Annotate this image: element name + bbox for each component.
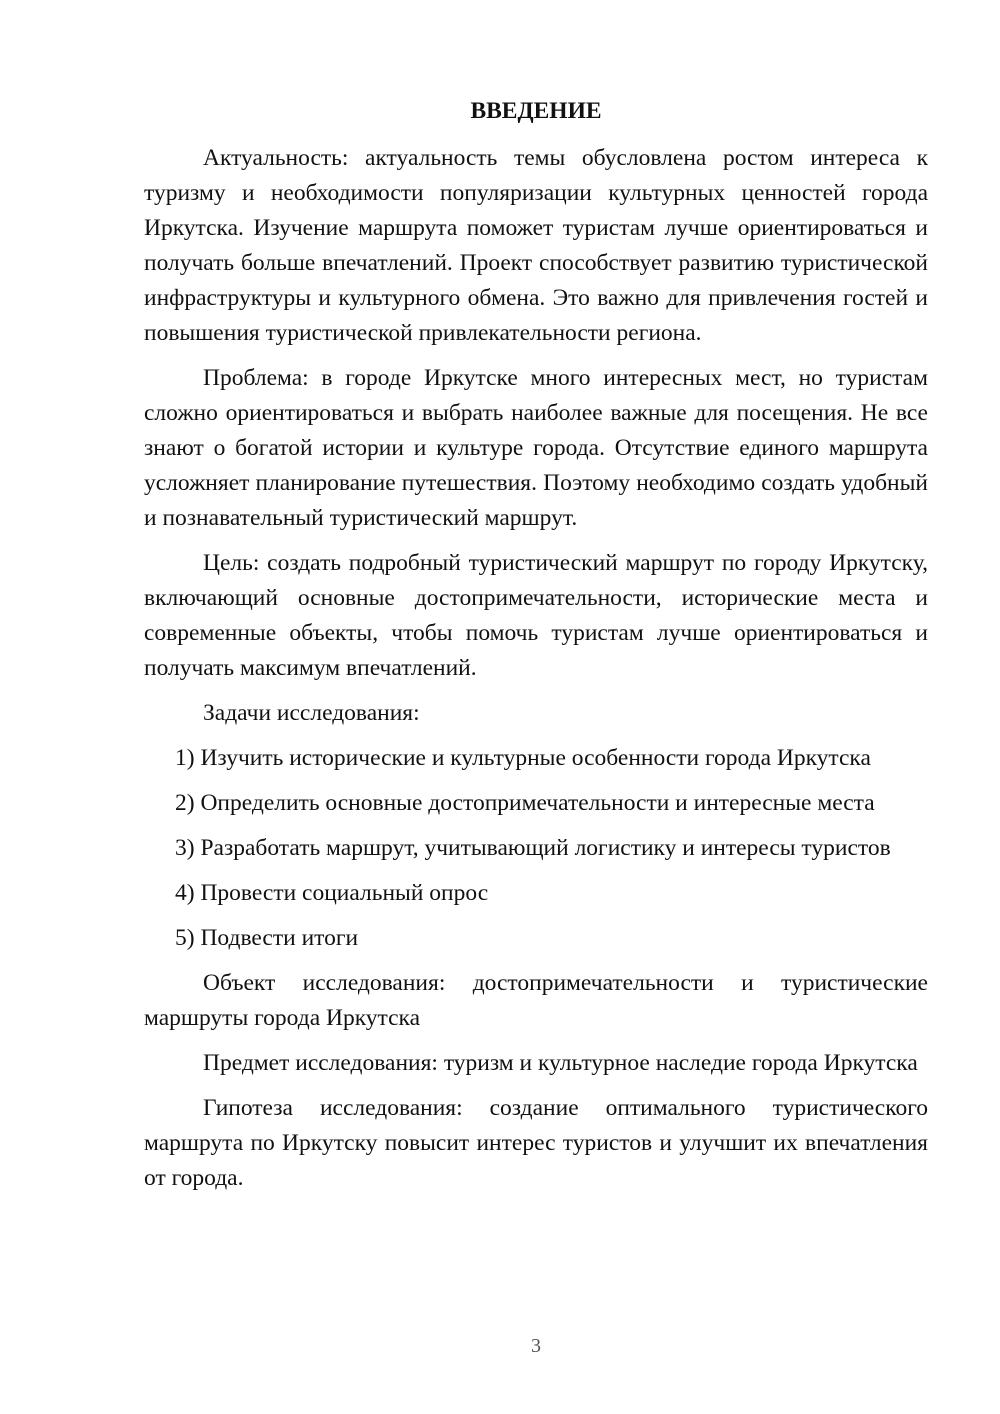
problem-paragraph: Проблема: в городе Иркутске много интересных мест, но туристам сложно ориентироваться и выбрать наиболее важные для посещения. Не все знают о богатой истории и культуре города. Отсутствие единого маршрута усложняет планирование путешествия. Поэтому необходимо создать удобный и познавательный туристический маршрут. xyxy=(144,365,928,531)
task-item-3: 3) Разработать маршрут, учитывающий логистику и интересы туристов xyxy=(175,835,891,861)
task-item-4: 4) Провести социальный опрос xyxy=(175,880,489,906)
subject-paragraph: Предмет исследования: туризм и культурное наследие города Иркутска xyxy=(203,1050,918,1076)
task-item-2: 2) Определить основные достопримечательности и интересные места xyxy=(175,790,875,816)
page-title: ВВЕДЕНИЕ xyxy=(470,98,602,124)
goal-paragraph: Цель: создать подробный туристический маршрут по городу Иркутску, включающий основные достопримечательности, исторические места и современные объекты, чтобы помочь туристам лучше ориентироваться и получать максимум впечатлений. xyxy=(144,550,928,681)
page-content xyxy=(144,94,928,1206)
task-item-5: 5) Подвести итоги xyxy=(175,925,359,951)
tasks-heading: Задачи исследования: xyxy=(203,700,420,726)
relevance-paragraph: Актуальность: актуальность темы обусловлена ростом интереса к туризму и необходимости популяризации культурных ценностей города Иркутска. Изучение маршрута поможет туристам лучше ориентироваться и получать больше впечатлений. Проект способствует развитию туристической инфраструктуры и культурного обмена. Это важно для привлечения гостей и повышения туристической привлекательности региона. xyxy=(144,145,928,346)
page-number: 3 xyxy=(531,1335,541,1357)
task-item-1: 1) Изучить исторические и культурные особенности города Иркутска xyxy=(175,745,871,771)
hypothesis-paragraph: Гипотеза исследования: создание оптимального туристического маршрута по Иркутску повысит интерес туристов и улучшит их впечатления от города. xyxy=(144,1095,928,1191)
object-paragraph: Объект исследования: достопримечательности и туристические маршруты города Иркутска xyxy=(144,970,928,1031)
